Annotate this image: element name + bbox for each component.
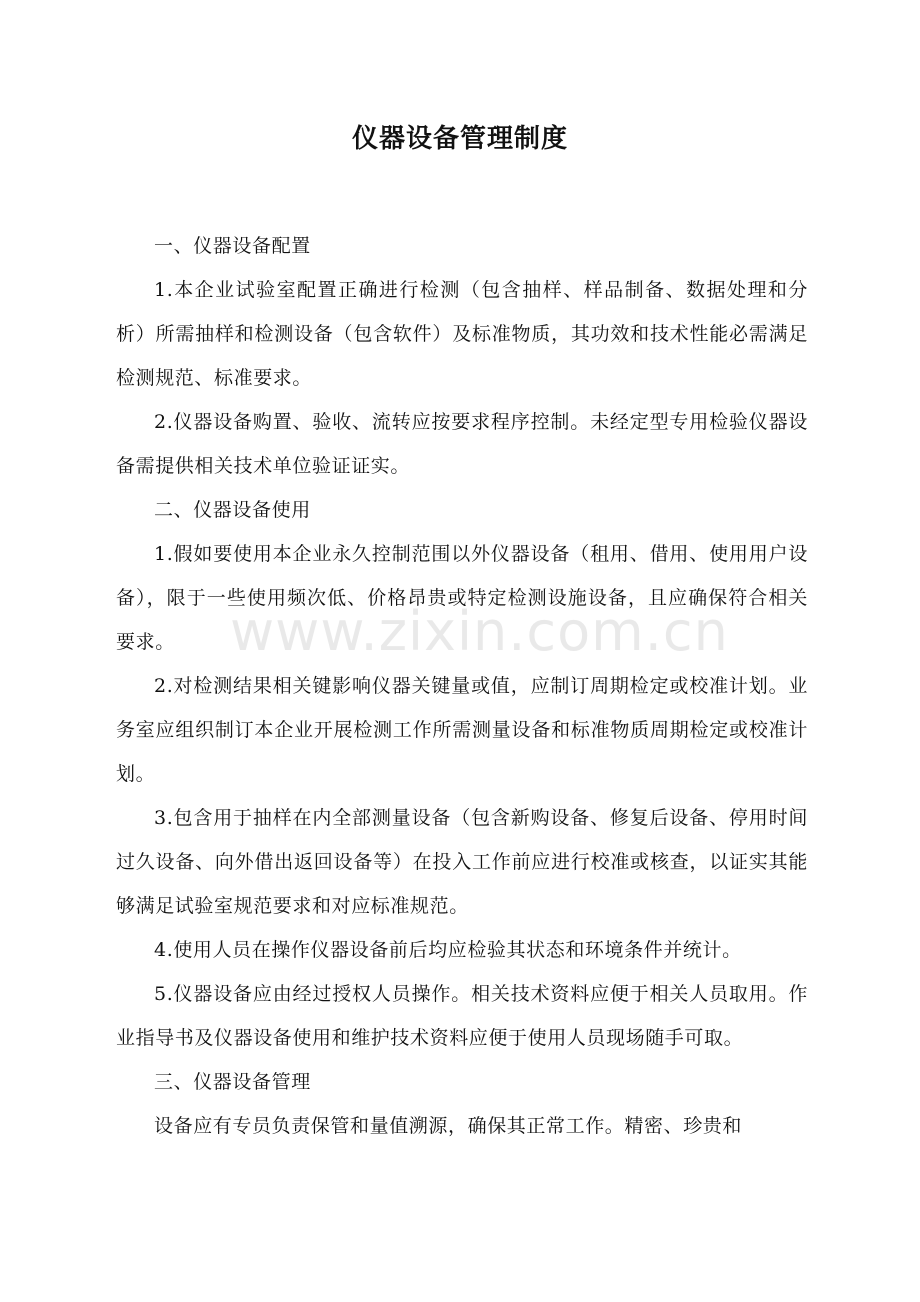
section-heading-1: 一、仪器设备配置 <box>154 235 311 257</box>
paragraph: 2.仪器设备购置、验收、流转应按要求程序控制。未经定型专用检验仪器设备需提供相关技术单位验证证实。 <box>116 411 808 477</box>
paragraph: 5.仪器设备应由经过授权人员操作。相关技术资料应便于相关人员取用。作业指导书及仪器设备使用和维护技术资料应便于使用人员现场随手可取。 <box>116 983 808 1049</box>
section-heading-2: 二、仪器设备使用 <box>154 499 311 521</box>
paragraph: 2.对检测结果相关键影响仪器关键量或值，应制订周期检定或校准计划。业务室应组织制订本企业开展检测工作所需测量设备和标准物质周期检定或校准计划。 <box>116 675 808 785</box>
paragraph: 1.假如要使用本企业永久控制范围以外仪器设备（租用、借用、使用用户设备），限于一些使用频次低、价格昂贵或特定检测设施设备，且应确保符合相关要求。 <box>116 543 808 653</box>
paragraph: 3.包含用于抽样在内全部测量设备（包含新购设备、修复后设备、停用时间过久设备、向外借出返回设备等）在投入工作前应进行校准或核查，以证实其能够满足试验室规范要求和对应标准规范。 <box>116 807 808 917</box>
paragraph: 设备应有专员负责保管和量值溯源，确保其正常工作。精密、珍贵和 <box>154 1115 743 1137</box>
watermark: www.zixin.com.cn <box>230 600 729 663</box>
paragraph: 4.使用人员在操作仪器设备前后均应检验其状态和环境条件并统计。 <box>154 939 742 961</box>
document-title: 仪器设备管理制度 <box>351 124 568 154</box>
paragraph: 1.本企业试验室配置正确进行检测（包含抽样、样品制备、数据处理和分析）所需抽样和检测设备（包含软件）及标准物质，其功效和技术性能必需满足检测规范、标准要求。 <box>116 279 808 389</box>
document-body <box>116 224 808 1148</box>
section-heading-3: 三、仪器设备管理 <box>154 1071 311 1093</box>
